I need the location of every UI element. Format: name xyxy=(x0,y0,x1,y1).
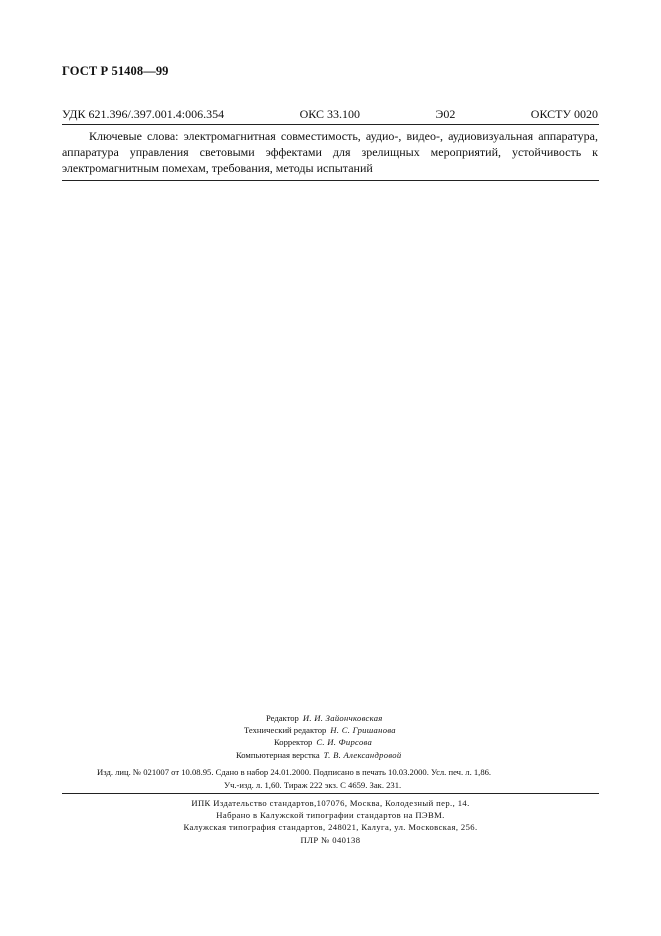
credits-block xyxy=(0,712,661,761)
group-code: Э02 xyxy=(435,107,456,121)
credit-role: Редактор xyxy=(266,713,299,723)
print-data-line: Изд. лиц. № 021007 от 10.08.95. Сдано в набор 24.01.2000. Подписано в печать 10.03.2000. Усл. печ. л. 1,86. xyxy=(97,767,492,777)
credit-name: И. И. Зайончковская xyxy=(302,713,383,723)
okstu-code: ОКСТУ 0020 xyxy=(530,107,598,121)
document-code: ГОСТ Р 51408—99 xyxy=(62,64,169,78)
credit-tech-editor xyxy=(0,724,661,736)
oks-code: ОКС 33.100 xyxy=(299,107,360,121)
imprint-line: Калужская типография стандартов, 248021, Калуга, ул. Московская, 256. xyxy=(183,822,478,833)
imprint-line: Набрано в Калужской типографии стандартов на ПЭВМ. xyxy=(216,810,445,821)
imprint-block xyxy=(0,797,661,846)
credit-role: Корректор xyxy=(274,737,313,748)
keywords-divider xyxy=(62,180,599,181)
imprint-line: ПЛР № 040138 xyxy=(300,834,361,845)
print-data-block xyxy=(0,766,661,792)
imprint-line: ИПК Издательство стандартов,107076, Москва, Колодезный пер., 14. xyxy=(191,798,470,808)
credit-editor xyxy=(0,712,661,724)
credit-name: Н. С. Гришанова xyxy=(330,725,396,736)
credit-role: Технический редактор xyxy=(244,725,327,736)
classification-row xyxy=(62,107,598,122)
credit-role: Компьютерная верстка xyxy=(236,749,320,760)
credit-name: С. И. Фирсова xyxy=(316,737,373,748)
top-divider xyxy=(62,124,599,125)
credit-proofreader xyxy=(0,736,661,748)
credit-layout xyxy=(0,749,661,761)
print-data-line: Уч.-изд. л. 1,60. Тираж 222 экз. С 4659. Зак. 231. xyxy=(224,780,402,790)
imprint-divider xyxy=(62,793,599,794)
udk-code: УДК 621.396/.397.001.4:006.354 xyxy=(62,107,225,121)
keywords-paragraph: Ключевые слова: электромагнитная совместимость, аудио-, видео-, аудиовизуальная аппаратура, аппаратура управления световыми эффектами для зрелищных мероприятий, устойчивость к электромагнитным помехам, требования, методы испытаний xyxy=(62,129,598,175)
credit-name: Т. В. Александровой xyxy=(323,749,402,760)
